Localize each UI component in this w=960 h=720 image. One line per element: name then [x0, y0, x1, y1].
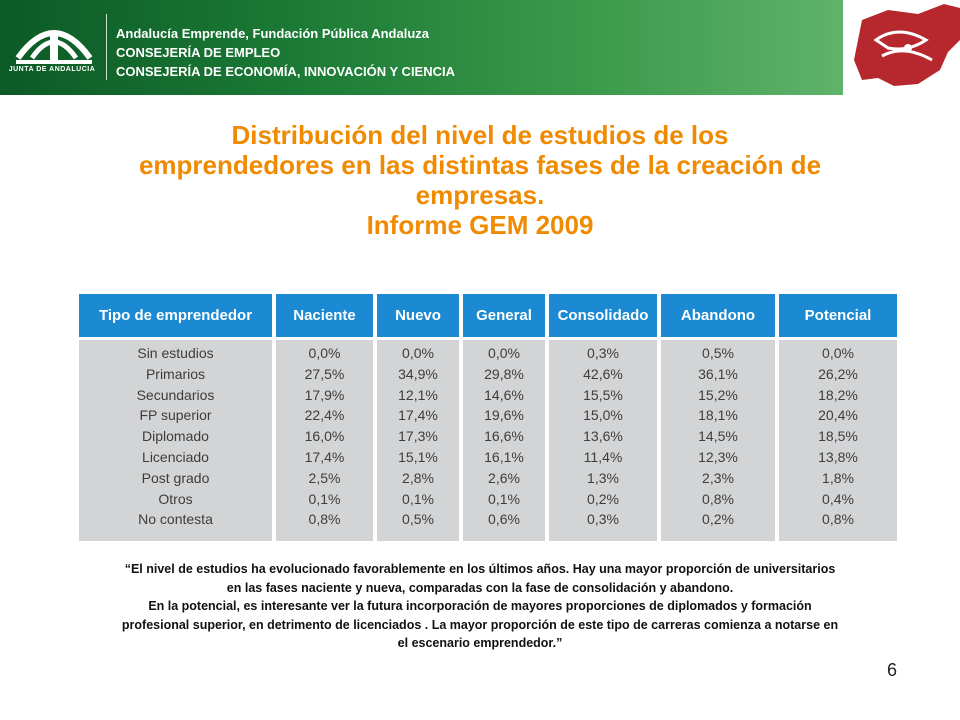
row-label: No contesta — [138, 511, 213, 528]
potencial-column — [779, 340, 897, 541]
table-cell: 34,9% — [398, 365, 438, 382]
table-cell: 15,0% — [583, 407, 623, 424]
consolidado-column — [549, 340, 657, 541]
header-institution-lines — [116, 24, 455, 81]
logo-text: JUNTA DE ANDALUCIA — [8, 66, 96, 73]
nuevo-column — [377, 340, 459, 541]
table-cell: 13,6% — [583, 428, 623, 445]
table-cell: 17,4% — [304, 448, 345, 465]
table-cell: 0,3% — [587, 345, 619, 361]
row-label: Secundarios — [136, 386, 215, 403]
quote-line-4: profesional superior, en detrimento de licenciados . La mayor proporción de este tipo de carreras comienza a notarse en — [121, 617, 839, 632]
row-labels-column — [79, 340, 272, 541]
table-cell: 16,0% — [304, 428, 345, 445]
table-cell: 16,1% — [484, 448, 524, 465]
quote-line-5: el escenario emprendedor.” — [397, 636, 563, 650]
table-cell: 17,4% — [398, 407, 438, 424]
title-line-3: empresas. — [415, 180, 545, 210]
table-cell: 18,2% — [818, 386, 858, 403]
header-line-2: CONSEJERÍA DE EMPLEO — [116, 45, 281, 60]
table-cell: 0,6% — [488, 511, 520, 528]
table-cell: 22,4% — [304, 407, 345, 424]
header-abandono: Abandono — [661, 294, 775, 337]
table-cell: 18,5% — [818, 428, 858, 445]
table-cell: 0,0% — [308, 345, 341, 361]
table-cell: 13,8% — [818, 448, 858, 465]
title-line-1: Distribución del nivel de estudios de los — [231, 120, 729, 150]
header-nuevo: Nuevo — [377, 294, 459, 337]
table-cell: 2,3% — [702, 469, 734, 486]
table-cell: 2,5% — [308, 469, 341, 486]
table-cell: 0,0% — [402, 345, 434, 361]
table-cell: 20,4% — [818, 407, 858, 424]
table-cell: 15,5% — [583, 386, 623, 403]
table-cell: 27,5% — [304, 365, 345, 382]
page-title — [40, 120, 920, 240]
table-cell: 2,8% — [402, 469, 434, 486]
table-cell: 14,5% — [698, 428, 738, 445]
table-cell: 0,3% — [587, 511, 619, 528]
table-cell: 17,3% — [398, 428, 438, 445]
header-banner — [0, 0, 843, 95]
table-cell: 42,6% — [583, 365, 623, 382]
table-cell: 36,1% — [698, 365, 738, 382]
row-label: Licenciado — [142, 448, 209, 465]
iberia-map-icon — [848, 0, 960, 95]
row-label: Primarios — [145, 365, 206, 382]
quote-line-1: “El nivel de estudios ha evolucionado favorablemente en los últimos años. Hay una mayor proporción de universitarios — [124, 562, 836, 576]
naciente-column — [276, 340, 373, 541]
quote-line-2: en las fases naciente y nueva, comparadas con la fase de consolidación y abandono. — [226, 580, 734, 595]
table-cell: 0,8% — [822, 511, 854, 528]
header-divider — [106, 14, 107, 80]
header-potencial: Potencial — [779, 294, 897, 337]
table-cell: 17,9% — [304, 386, 345, 403]
title-line-4: Informe GEM 2009 — [366, 210, 594, 240]
table-cell: 0,4% — [822, 490, 854, 507]
table-cell: 15,1% — [398, 448, 438, 465]
table-cell: 12,1% — [398, 386, 438, 403]
table-cell: 1,3% — [587, 469, 619, 486]
table-cell: 11,4% — [583, 448, 623, 465]
header-tipo-emprendedor: Tipo de emprendedor — [79, 294, 272, 337]
quote-line-3: En la potencial, es interesante ver la futura incorporación de mayores proporciones de diplomados y formación — [148, 599, 812, 613]
education-table — [79, 294, 897, 541]
page-number: 6 — [887, 660, 898, 680]
table-cell: 0,5% — [402, 511, 434, 528]
abandono-column — [661, 340, 775, 541]
row-label: FP superior — [139, 407, 212, 424]
table-cell: 0,5% — [702, 345, 734, 361]
header-line-3: CONSEJERÍA DE ECONOMÍA, INNOVACIÓN Y CIENCIA — [116, 64, 456, 79]
general-column — [463, 340, 545, 541]
table-cell: 1,8% — [822, 469, 854, 486]
header-naciente: Naciente — [276, 294, 373, 337]
table-cell: 0,1% — [308, 490, 341, 507]
table-cell: 12,3% — [698, 448, 738, 465]
table-cell: 2,6% — [488, 469, 520, 486]
row-label: Otros — [158, 490, 193, 507]
table-cell: 0,8% — [308, 511, 341, 528]
header-consolidado: Consolidado — [549, 294, 657, 337]
table-cell: 0,2% — [702, 511, 734, 528]
summary-quote — [60, 560, 900, 653]
junta-andalucia-logo-icon — [8, 6, 100, 86]
row-label: Diplomado — [142, 428, 209, 445]
table-cell: 18,1% — [698, 407, 738, 424]
table-cell: 19,6% — [484, 407, 524, 424]
header-general: General — [463, 294, 545, 337]
table-cell: 0,2% — [587, 490, 619, 507]
table-cell: 0,0% — [822, 345, 854, 361]
row-label: Sin estudios — [137, 345, 214, 361]
table-cell: 16,6% — [484, 428, 524, 445]
table-cell: 29,8% — [484, 365, 524, 382]
table-cell: 0,8% — [702, 490, 734, 507]
title-line-2: emprendedores en las distintas fases de la creación de — [138, 150, 822, 180]
table-cell: 15,2% — [698, 386, 738, 403]
table-cell: 0,1% — [402, 490, 434, 507]
row-label: Post grado — [141, 469, 210, 486]
table-cell: 14,6% — [484, 386, 524, 403]
table-cell: 26,2% — [818, 365, 858, 382]
table-cell: 0,1% — [488, 490, 520, 507]
header-line-1: Andalucía Emprende, Fundación Pública Andaluza — [116, 26, 430, 41]
table-cell: 0,0% — [488, 345, 520, 361]
